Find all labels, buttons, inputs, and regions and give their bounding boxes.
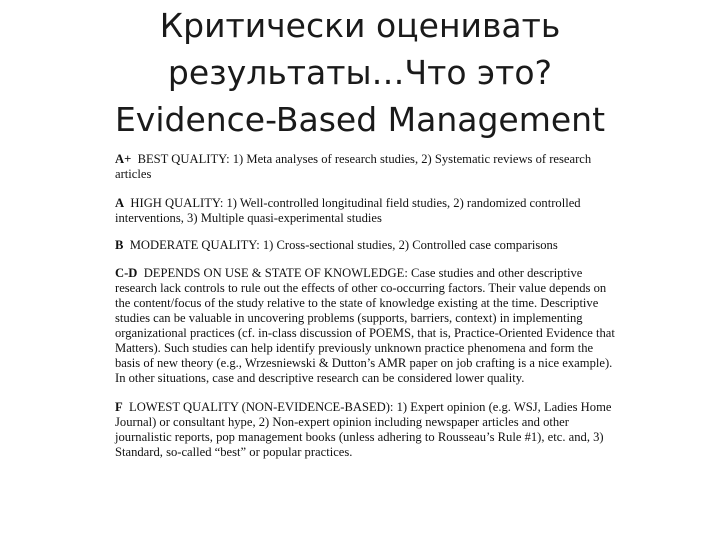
evidence-level-f [115,400,615,460]
evidence-levels-list [115,152,615,474]
evidence-level-a-plus [115,152,615,182]
level-description: 1) Expert opinion (e.g. WSJ, Ladies Home Journal) or consultant hype, 2) Non-expert opinion including newspaper articles and other journalistic reports, pop management books (unless adhering to Rousseau’s Rule #1), etc. and, 3) Standard, so-called “best” or popular practices. [115,400,612,459]
grade-label: A [115,196,125,210]
evidence-level-c-d [115,266,615,386]
quality-label: HIGH QUALITY: [130,196,224,210]
quality-label: BEST QUALITY: [137,152,230,166]
grade-label: F [115,400,123,414]
title-line-2: результаты…Что это? [167,53,553,92]
title-line-3: Evidence-Based Management [114,100,606,139]
quality-label: DEPENDS ON USE & STATE OF KNOWLEDGE: [143,266,408,280]
level-description: 1) Cross-sectional studies, 2) Controlled case comparisons [262,238,558,252]
quality-label: LOWEST QUALITY (NON-EVIDENCE-BASED): [129,400,394,414]
quality-label: MODERATE QUALITY: [129,238,260,252]
grade-label: C-D [115,266,138,280]
grade-label: B [115,238,124,252]
title-line-1: Критически оценивать [159,6,561,45]
level-description: 1) Well-controlled longitudinal field studies, 2) randomized controlled interventions, 3) Multiple quasi-experimental studies [115,196,581,225]
level-description: 1) Meta analyses of research studies, 2) Systematic reviews of research articles [115,152,592,181]
evidence-level-b [115,238,615,253]
slide-title [0,2,720,143]
grade-label: A+ [115,152,132,166]
level-description: Case studies and other descriptive research lack controls to rule out the effects of other co-occurring factors. Their value depends on the content/focus of the study relative to the state of knowledge existing at the time. Descriptive studies can be valuable in uncovering problems (supports, barriers, context) in implementing organizational practices (cf. in-class discussion of POEMS, that is, Practice-Oriented Evidence that Matters). Such studies can help identify previously unknown practice phenomena and form the basis of new theory (e.g., Wrzesniewski & Dutton’s AMR paper on job crafting is a nice example). In other situations, case and descriptive research can be considered lower quality. [115,266,615,385]
evidence-level-a [115,196,615,226]
